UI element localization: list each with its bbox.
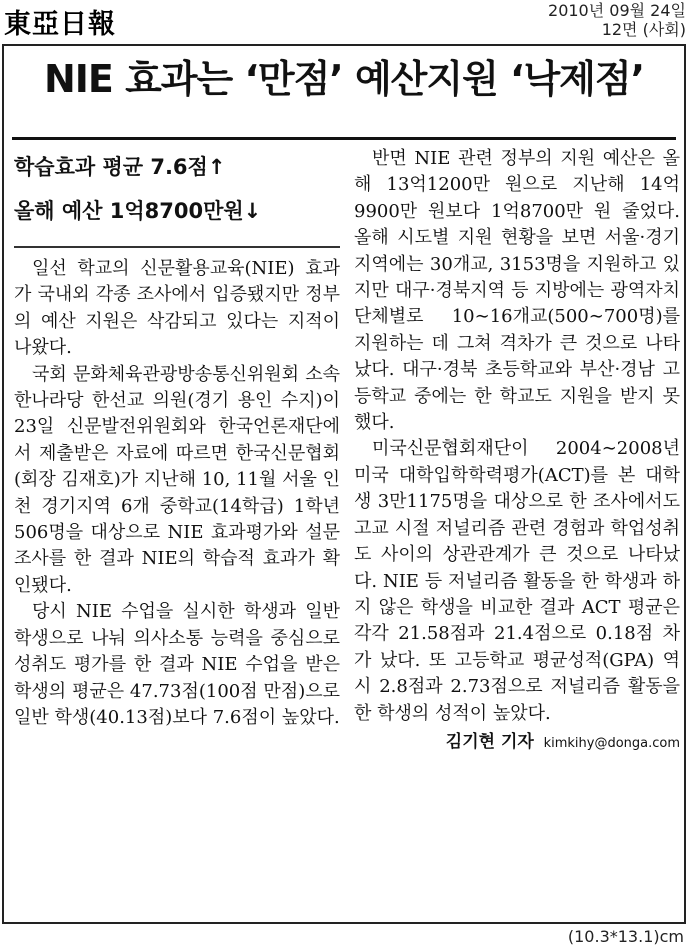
newspaper-logo: 東亞日報 — [4, 9, 116, 40]
article-frame — [2, 44, 686, 924]
headline: NIE 효과는 ‘만점’ 예산지원 ‘낙제점’ — [43, 57, 645, 101]
headline-rule — [12, 137, 676, 140]
page-section: 12면 (사회) — [601, 20, 686, 39]
paragraph: 미국신문협회재단이 2004∼2008년 미국 대학입학학력평가(ACT)를 본 대학생 3만1175명을 대상으로 한 조사에서도 고교 시절 저널리즘 관련 경험과 학업성취도 사이의 상관관계가 큰 것으로 나타났다. NIE 등 저널리즘 활동을 한 학생과 하지 않은 학생을 비교한 결과 ACT 평균은 각각 21.58점과 21.4점으로 0.18점 차가 났다. 또 고등학교 평균성적(GPA) 역시 2.8점과 2.73점으로 저널리즘 활동을 한 학생의 성적이 높았다. — [354, 438, 680, 724]
subhead-divider — [14, 246, 340, 248]
clipping-size: (10.3*13.1)cm — [567, 927, 684, 946]
publication-meta — [548, 1, 686, 39]
byline-email: kimkihy@donga.com — [543, 735, 680, 751]
byline — [354, 729, 680, 757]
right-column — [354, 146, 680, 757]
paragraph: 일선 학교의 신문활용교육(NIE) 효과가 국내외 각종 조사에서 입증됐지만 정부의 예산 지원은 삭감되고 있다는 지적이 나왔다. — [14, 258, 340, 359]
byline-name: 김기현 기자 — [445, 731, 534, 752]
paragraph: 국회 문화체육관광방송통신위원회 소속 한나라당 한선교 의원(경기 용인 수지)이 23일 신문발전위원회와 한국언론재단에서 제출받은 자료에 따르면 한국신문협회(회장 김재호)가 지난해 10, 11월 서울 인천 경기지역 6개 중학교(14학급) 1학년 506명을 대상으로 NIE 효과평가와 설문조사를 한 결과 NIE의 학습적 효과가 확인됐다. — [14, 363, 340, 596]
publication-date: 2010년 09월 24일 — [548, 1, 686, 20]
subhead-2: 올해 예산 1억8700만원↓ — [14, 199, 262, 223]
subhead-1: 학습효과 평균 7.6점↑ — [14, 155, 226, 179]
paragraph: 당시 NIE 수업을 실시한 학생과 일반 학생으로 나눠 의사소통 능력을 중심으로 성취도 평가를 한 결과 NIE 수업을 받은 학생의 평균은 47.73점(100점 만점)으로 일반 학생(40.13점)보다 7.6점이 높았다. — [14, 601, 340, 728]
paragraph: 반면 NIE 관련 정부의 지원 예산은 올해 13억1200만 원으로 지난해 14억9900만 원보다 1억8700만 원 줄었다. 올해 시도별 지원 현황을 보면 서울·경기지역에는 30개교, 3153명을 지원하고 있지만 대구·경북지역 등 지방에는 광역자치단체별로 10∼16개교(500∼700명)를 지원하는 데 그쳐 격차가 큰 것으로 나타났다. 대구·경북 초등학교와 부산·경남 고등학교 중에는 한 학교도 지원을 받지 못했다. — [354, 148, 680, 434]
left-column — [14, 146, 340, 731]
